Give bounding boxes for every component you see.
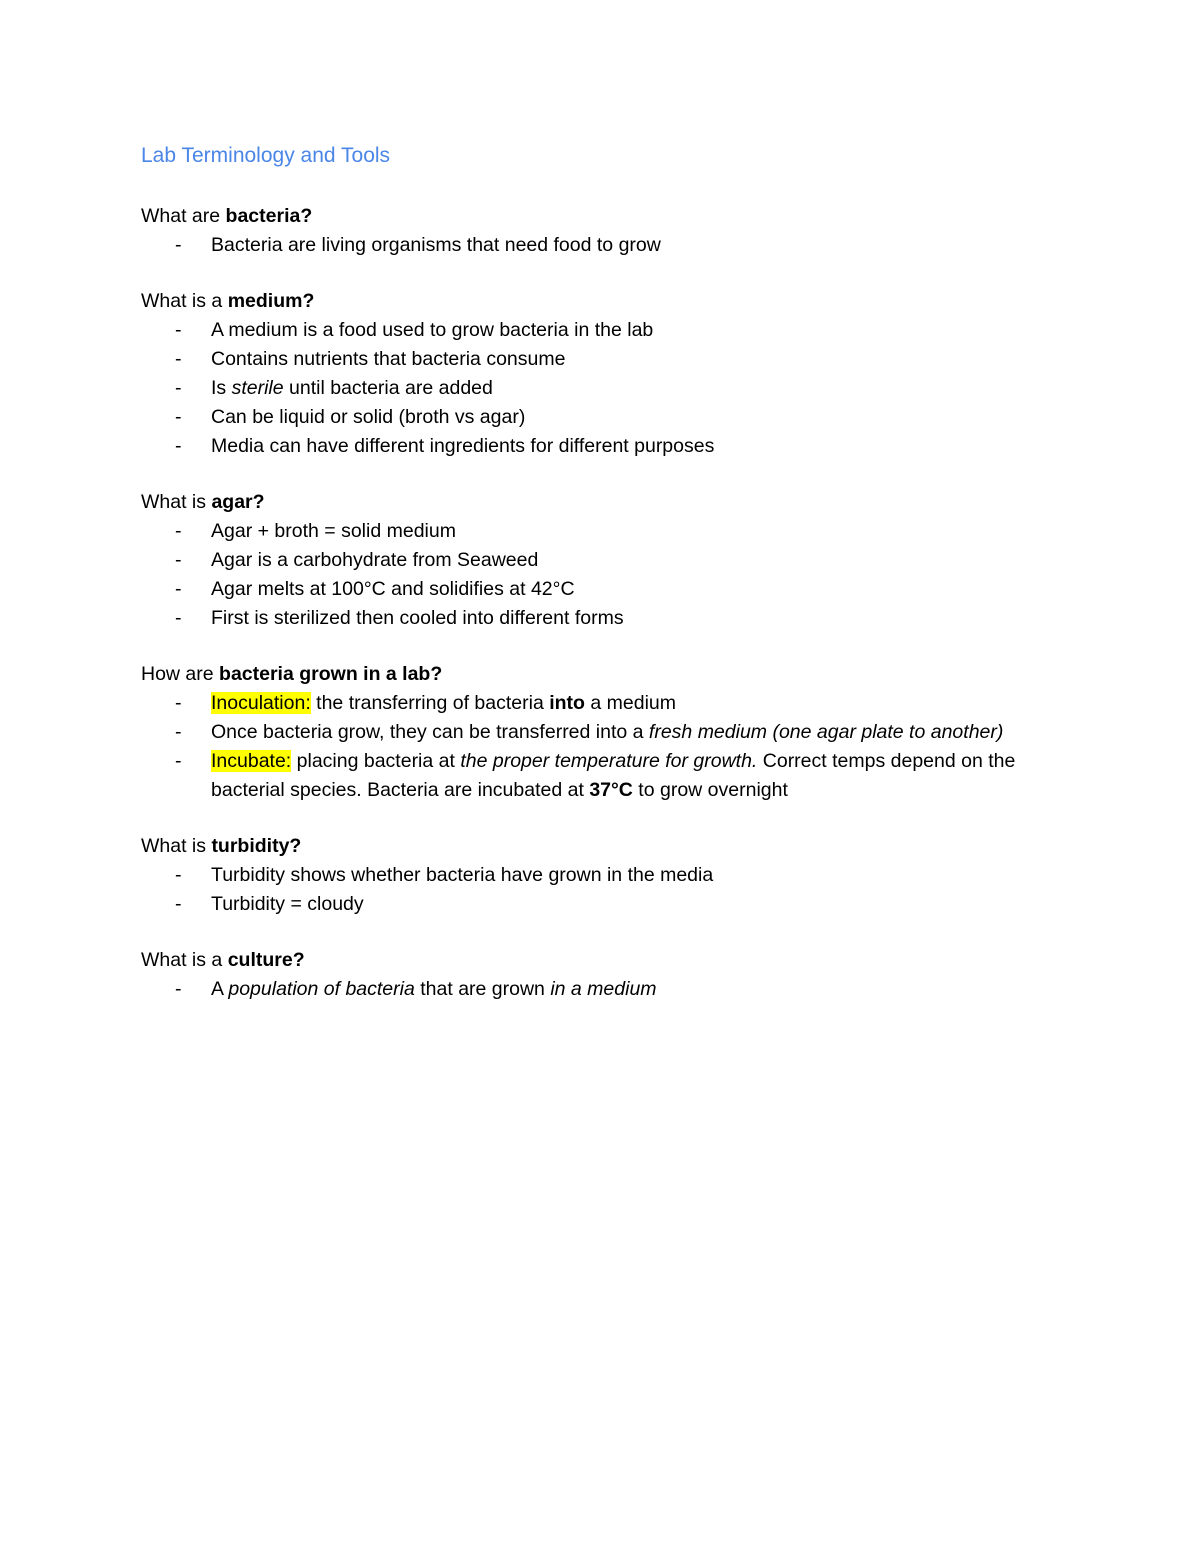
bullet-item [141,403,1041,432]
bullet-dash: - [175,319,182,341]
text-run: Agar melts at 100°C and solidifies at 42°C [211,578,575,600]
bullet-item [141,432,1041,461]
text-run: placing bacteria at [291,750,461,772]
bullet-item [141,604,1041,633]
text-run: Is [211,377,232,399]
italic-text: fresh medium (one agar plate to another) [648,721,1004,743]
bullet-dash: - [175,864,182,886]
text-run: What are [141,205,226,227]
bullet-dash: - [175,607,182,629]
section-question [141,832,1061,861]
bold-text: bacteria? [225,205,313,227]
bullet-dash: - [175,893,182,915]
bullet-item [141,345,1041,374]
bullet-dash: - [175,721,182,743]
text-run: Turbidity = cloudy [211,893,364,915]
text-run: A [211,978,229,1000]
qa-section [141,832,1061,919]
text-run: Agar is a carbohydrate from Seaweed [211,549,539,571]
section-question [141,287,1061,316]
bullet-item [141,546,1041,575]
qa-section [141,202,1061,260]
bullet-dash: - [175,549,182,571]
text-run: to grow overnight [632,779,788,801]
qa-section [141,946,1061,1004]
bold-text: 37°C [589,779,633,801]
text-run: the transferring of bacteria [310,692,550,714]
document-title: Lab Terminology and Tools [141,144,391,167]
bullet-list [141,861,1061,919]
bullet-item [141,374,1041,403]
bullet-item [141,718,1041,747]
text-run: Bacteria are living organisms that need food to grow [211,234,661,256]
text-run: What is a [141,290,228,312]
qa-section [141,488,1061,633]
text-run: Once bacteria grow, they can be transferred into a [211,721,649,743]
bullet-dash: - [175,978,182,1000]
bullet-dash: - [175,578,182,600]
bullet-list [141,316,1061,461]
highlighted-term: Inoculation: [211,692,311,714]
bullet-dash: - [175,435,182,457]
text-run: a medium [584,692,676,714]
section-question [141,946,1061,975]
bullet-item [141,689,1041,718]
text-run: How are [141,663,220,685]
italic-text: sterile [231,377,284,399]
text-run: Agar + broth = solid medium [211,520,456,542]
text-run: until bacteria are added [283,377,493,399]
section-question [141,660,1061,689]
bullet-dash: - [175,692,182,714]
bullet-list [141,517,1061,633]
text-run: Can be liquid or solid (broth vs agar) [211,406,526,428]
qa-section [141,287,1061,461]
bullet-item [141,575,1041,604]
document-page [141,141,1061,1031]
section-question [141,488,1061,517]
qa-section [141,660,1061,805]
bullet-list [141,975,1061,1004]
italic-text: population of bacteria [228,978,415,1000]
bold-text: turbidity? [211,835,302,857]
text-run: Contains nutrients that bacteria consume [211,348,566,370]
text-run: Turbidity shows whether bacteria have grown in the media [211,864,714,886]
bullet-dash: - [175,377,182,399]
bullet-item [141,975,1041,1004]
bullet-dash: - [175,406,182,428]
bullet-list [141,231,1061,260]
bullet-item [141,316,1041,345]
sections-container [141,202,1061,1004]
bold-text: medium? [227,290,315,312]
text-run: that are grown [414,978,551,1000]
text-run: What is [141,491,212,513]
text-run: What is a [141,949,228,971]
section-question [141,202,1061,231]
text-run: What is [141,835,212,857]
bold-text: culture? [227,949,305,971]
highlighted-term: Incubate: [211,750,292,772]
bullet-item [141,861,1041,890]
bold-text: agar? [211,491,265,513]
text-run: Media can have different ingredients for different purposes [211,435,715,457]
bullet-dash: - [175,348,182,370]
bold-text: bacteria grown in a lab? [219,663,443,685]
bullet-item [141,231,1041,260]
bullet-item [141,747,1041,805]
bullet-dash: - [175,234,182,256]
italic-text: the proper temperature for growth. [460,750,758,772]
text-run: First is sterilized then cooled into different forms [211,607,624,629]
bullet-item [141,517,1041,546]
italic-text: in a medium [550,978,657,1000]
bullet-dash: - [175,520,182,542]
bullet-item [141,890,1041,919]
bullet-dash: - [175,750,182,772]
text-run: A medium is a food used to grow bacteria in the lab [211,319,654,341]
bullet-list [141,689,1061,805]
text-run: Correct temps depend on the bacterial species. Bacteria are incubated at [211,750,1016,801]
bold-text: into [549,692,585,714]
